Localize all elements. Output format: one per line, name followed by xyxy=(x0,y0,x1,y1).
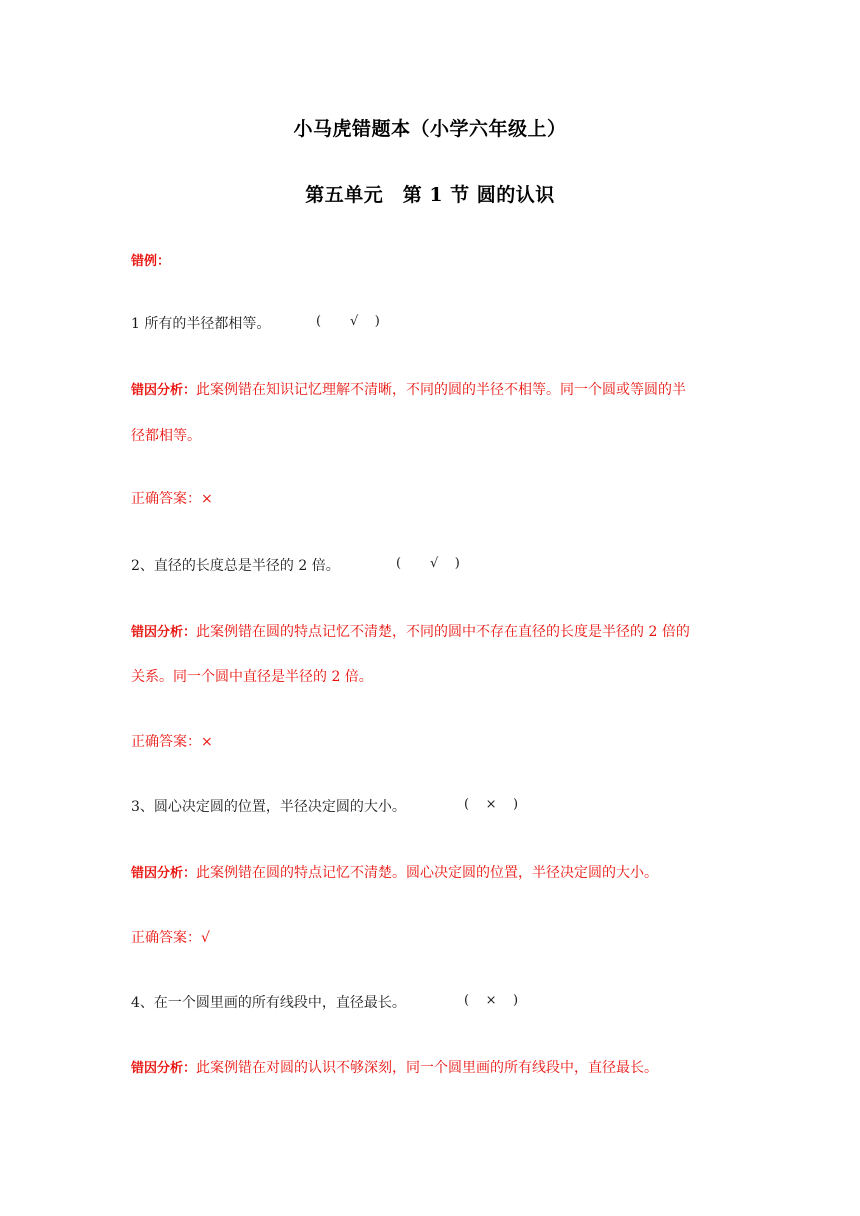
correct-answer-3-value: √ xyxy=(201,930,210,946)
analysis-2-text: 此案例错在圆的特点记忆不清楚，不同的圆中不存在直径的长度是半径的 2 倍的 xyxy=(196,624,690,640)
analysis-3-text: 此案例错在圆的特点记忆不清楚。圆心决定圆的位置，半径决定圆的大小。 xyxy=(196,865,659,881)
question-1: 1 所有的半径都相等。 xyxy=(131,316,271,332)
analysis-1-continued: 径都相等。 xyxy=(131,428,201,444)
analysis-3 xyxy=(131,862,658,882)
analysis-1-label: 错因分析： xyxy=(131,383,197,398)
analysis-4-label: 错因分析： xyxy=(131,1061,197,1076)
section-title: 第五单元 第 1 节 圆的认识 xyxy=(305,184,555,206)
analysis-1-text: 此案例错在知识记忆理解不清晰，不同的圆的半径不相等。同一个圆或等圆的半 xyxy=(196,382,687,398)
correct-answer-1-value: × xyxy=(201,491,213,507)
analysis-2-continued: 关系。同一个圆中直径是半径的 2 倍。 xyxy=(131,669,373,685)
question-3-student-answer: ( × ) xyxy=(464,797,519,812)
analysis-3-label: 错因分析： xyxy=(131,866,197,881)
correct-answer-2-label: 正确答案： xyxy=(131,734,201,750)
question-1-student-answer: ( √ ) xyxy=(316,314,380,329)
analysis-4-text: 此案例错在对圆的认识不够深刻，同一个圆里画的所有线段中，直径最长。 xyxy=(196,1060,659,1076)
question-2: 2、直径的长度总是半径的 2 倍。 xyxy=(131,558,340,574)
document-title: 小马虎错题本（小学六年级上） xyxy=(293,118,567,140)
correct-answer-1 xyxy=(131,488,213,508)
correct-answer-1-label: 正确答案： xyxy=(131,491,201,507)
analysis-4 xyxy=(131,1057,658,1077)
analysis-2 xyxy=(131,621,690,641)
correct-answer-3 xyxy=(131,927,210,947)
correct-answer-2-value: × xyxy=(201,734,213,750)
question-4-student-answer: ( × ) xyxy=(464,993,519,1008)
analysis-1 xyxy=(131,379,686,399)
analysis-2-label: 错因分析： xyxy=(131,625,197,640)
question-3: 3、圆心决定圆的位置，半径决定圆的大小。 xyxy=(131,799,406,815)
question-4: 4、在一个圆里画的所有线段中，直径最长。 xyxy=(131,995,406,1011)
question-2-student-answer: ( √ ) xyxy=(396,556,460,571)
correct-answer-2 xyxy=(131,731,213,751)
correct-answer-3-label: 正确答案： xyxy=(131,930,201,946)
wrong-example-label: 错例： xyxy=(131,254,171,269)
